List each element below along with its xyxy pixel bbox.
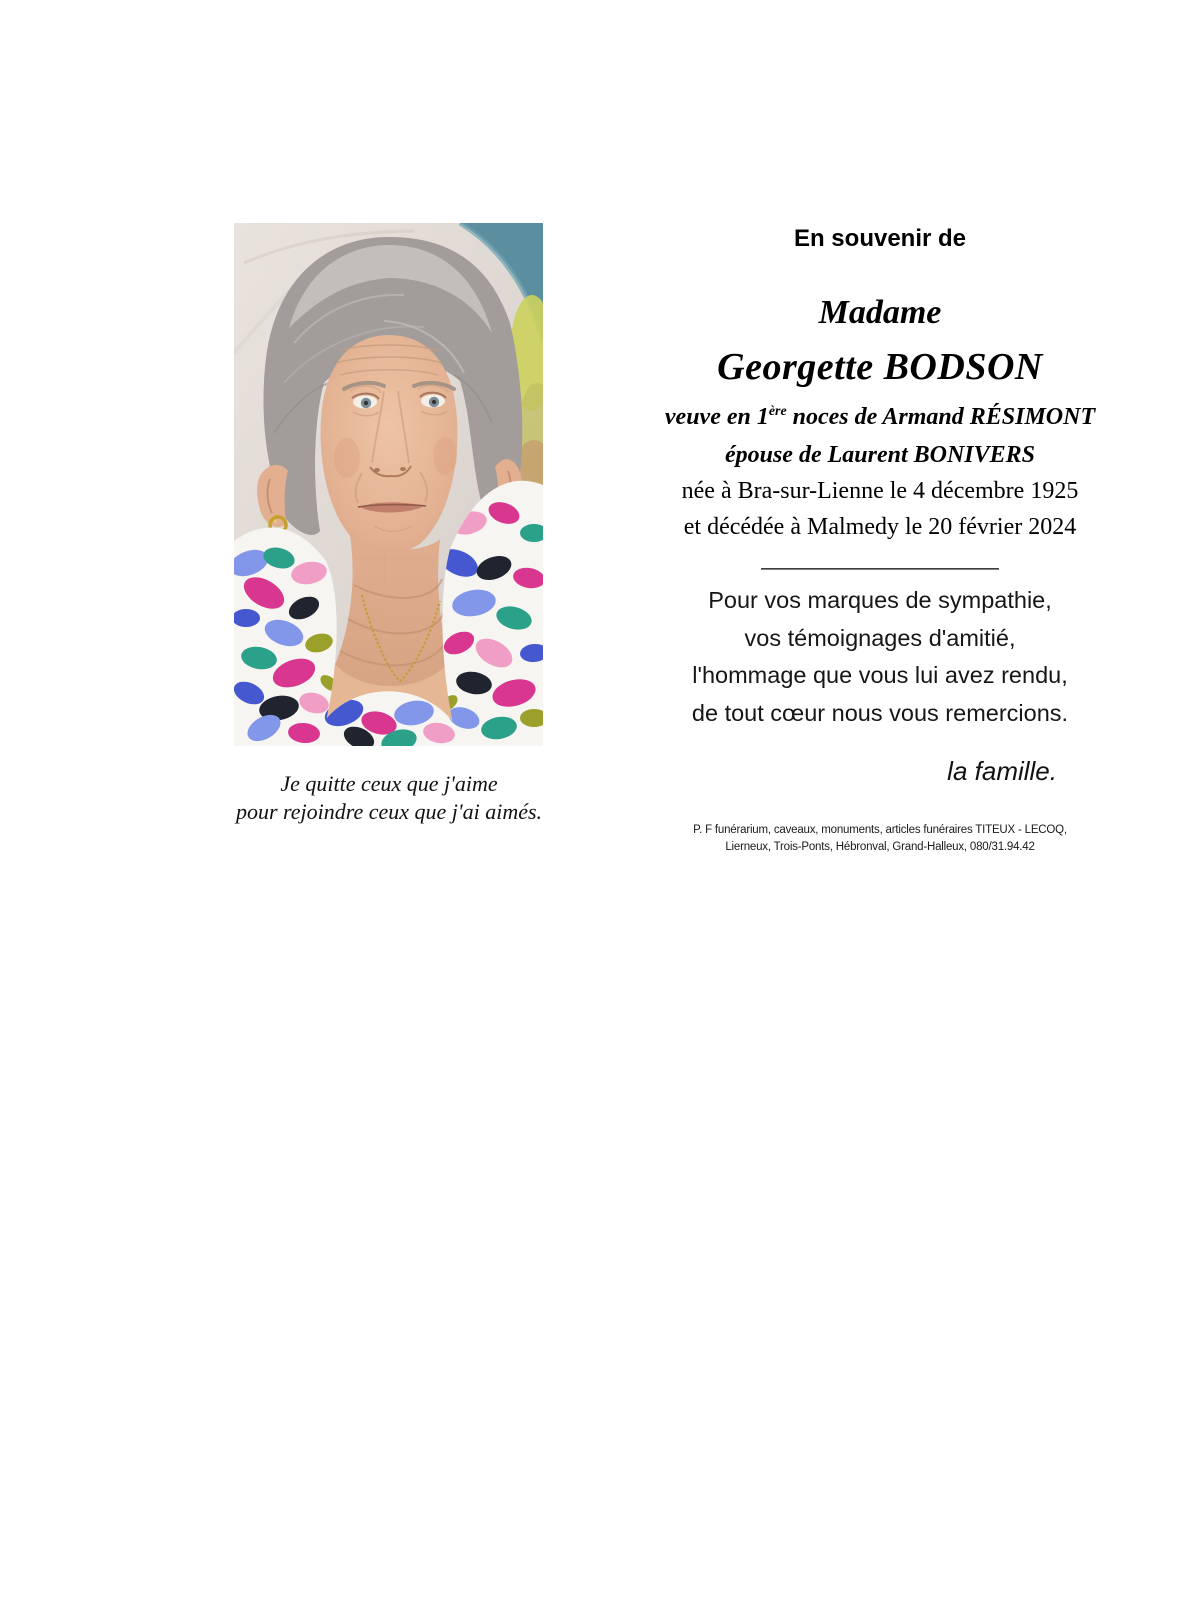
family-signature: la famille.	[947, 756, 1057, 786]
funeral-home-line1: P. F funérarium, caveaux, monuments, articles funéraires TITEUX - LECOQ,	[693, 824, 1067, 836]
widow-line-ordinal: ère	[768, 404, 787, 419]
thanks-line: Pour vos marques de sympathie,	[708, 587, 1052, 613]
spouse-line: épouse de Laurent BONIVERS	[724, 442, 1036, 468]
widow-line-prefix: veuve en 1	[664, 404, 769, 430]
memorial-header: En souvenir de	[793, 225, 967, 252]
widow-line	[650, 401, 1110, 433]
thanks-line: vos témoignages d'amitié,	[744, 624, 1016, 651]
thanks-block	[650, 582, 1110, 732]
photo-caption-line2: pour rejoindre ceux que j'ai aimés.	[235, 799, 543, 824]
death-line: et décédée à Malmedy le 20 février 2024	[683, 514, 1077, 540]
divider-line: ___________________	[761, 545, 999, 572]
funeral-home-footer	[650, 822, 1110, 856]
thanks-line: l'hommage que vous lui avez rendu,	[692, 662, 1068, 688]
photo-caption-line1: Je quitte ceux que j'aime	[280, 771, 498, 796]
birth-line: née à Bra-sur-Lienne le 4 décembre 1925	[681, 478, 1079, 504]
memorial-title: Madame	[818, 294, 942, 331]
funeral-home-line2: Lierneux, Trois-Ponts, Hébronval, Grand-Halleux, 080/31.94.42	[725, 841, 1035, 853]
thanks-line: de tout cœur nous vous remercions.	[691, 699, 1069, 726]
portrait-photo-illustration	[234, 223, 543, 746]
widow-line-suffix: noces de Armand RÉSIMONT	[786, 404, 1096, 430]
deceased-name: Georgette BODSON	[717, 346, 1043, 388]
face	[321, 335, 458, 553]
portrait-photo	[234, 223, 543, 746]
photo-caption	[209, 770, 569, 826]
